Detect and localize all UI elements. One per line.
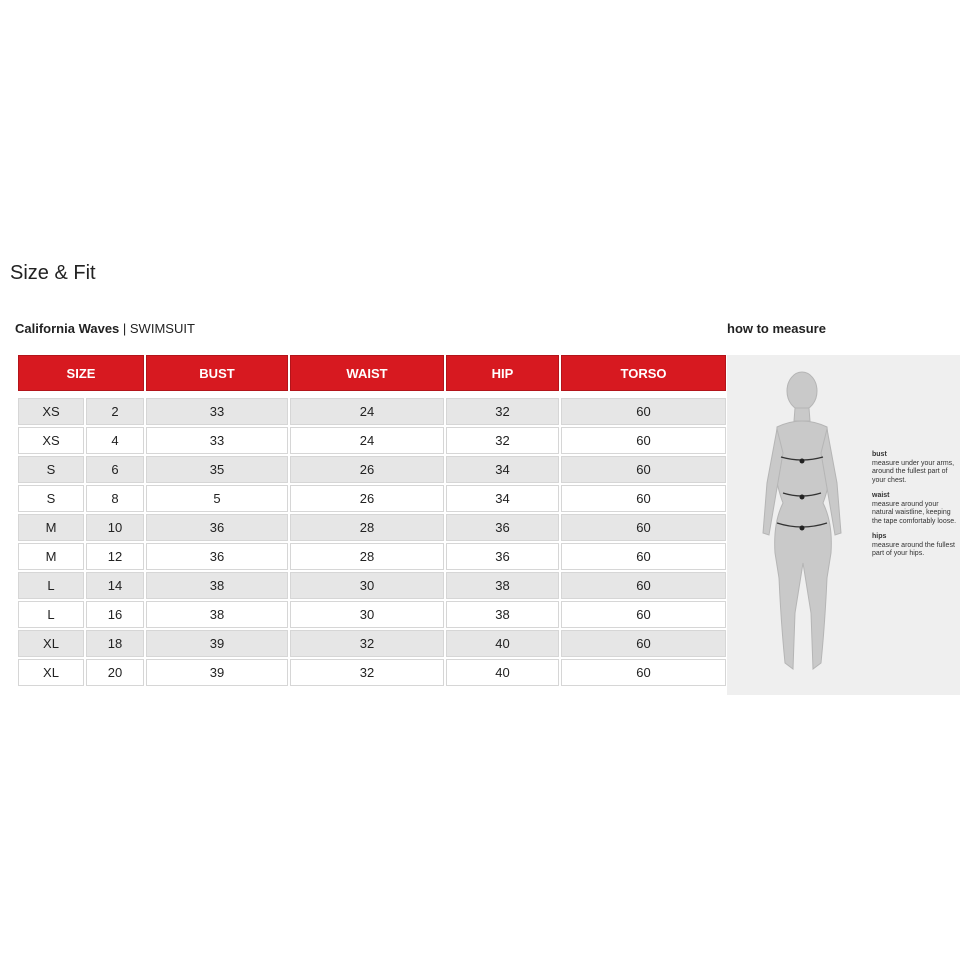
measure-note — [872, 492, 958, 526]
cell-bust: 39 — [146, 659, 288, 686]
size-chart-table — [16, 353, 728, 688]
body-measurement-figure-icon — [747, 363, 857, 693]
table-header-row — [18, 355, 726, 391]
measure-note-text: measure around your natural waistline, keeping the tape comfortably loose. — [872, 500, 957, 525]
measure-note-title: waist — [872, 492, 890, 499]
cell-bust: 5 — [146, 485, 288, 512]
cell-size: XS — [18, 427, 84, 454]
cell-bust: 38 — [146, 572, 288, 599]
cell-waist: 30 — [290, 601, 444, 628]
cell-torso: 60 — [561, 630, 726, 657]
cell-hip: 38 — [446, 601, 559, 628]
cell-num: 14 — [86, 572, 144, 599]
cell-bust: 38 — [146, 601, 288, 628]
header-size: SIZE — [18, 355, 144, 391]
table-row — [18, 630, 726, 657]
measure-note-title: hips — [872, 533, 887, 540]
cell-num: 6 — [86, 456, 144, 483]
chart-heading — [15, 321, 195, 336]
cell-size: XL — [18, 630, 84, 657]
cell-waist: 24 — [290, 398, 444, 425]
measure-note-text: measure around the fullest part of your hips. — [872, 541, 955, 557]
cell-waist: 26 — [290, 456, 444, 483]
cell-hip: 34 — [446, 456, 559, 483]
measure-notes — [872, 451, 958, 566]
cell-bust: 33 — [146, 427, 288, 454]
header-bust: BUST — [146, 355, 288, 391]
cell-torso: 60 — [561, 601, 726, 628]
measure-note — [872, 451, 958, 485]
product-category: SWIMSUIT — [129, 321, 195, 336]
cell-torso: 60 — [561, 514, 726, 541]
cell-hip: 36 — [446, 543, 559, 570]
cell-num: 4 — [86, 427, 144, 454]
cell-torso: 60 — [561, 659, 726, 686]
cell-waist: 28 — [290, 514, 444, 541]
table-row — [18, 514, 726, 541]
table-row — [18, 543, 726, 570]
cell-size: XL — [18, 659, 84, 686]
cell-torso: 60 — [561, 572, 726, 599]
table-body — [18, 393, 726, 686]
cell-num: 18 — [86, 630, 144, 657]
page-title: Size & Fit — [10, 262, 96, 284]
how-to-measure-panel — [727, 355, 960, 695]
cell-torso: 60 — [561, 456, 726, 483]
cell-torso: 60 — [561, 485, 726, 512]
cell-size: M — [18, 543, 84, 570]
cell-size: M — [18, 514, 84, 541]
cell-num: 20 — [86, 659, 144, 686]
cell-torso: 60 — [561, 427, 726, 454]
cell-bust: 35 — [146, 456, 288, 483]
cell-torso: 60 — [561, 543, 726, 570]
cell-bust: 33 — [146, 398, 288, 425]
cell-num: 16 — [86, 601, 144, 628]
cell-waist: 26 — [290, 485, 444, 512]
cell-waist: 24 — [290, 427, 444, 454]
cell-size: L — [18, 572, 84, 599]
cell-hip: 40 — [446, 630, 559, 657]
table-row — [18, 485, 726, 512]
cell-size: XS — [18, 398, 84, 425]
cell-hip: 34 — [446, 485, 559, 512]
cell-size: S — [18, 485, 84, 512]
brand-name: California Waves — [15, 321, 120, 336]
cell-waist: 32 — [290, 659, 444, 686]
cell-num: 10 — [86, 514, 144, 541]
cell-num: 12 — [86, 543, 144, 570]
table-row — [18, 456, 726, 483]
measure-note-title: bust — [872, 451, 887, 458]
cell-hip: 36 — [446, 514, 559, 541]
heading-separator: | — [119, 321, 130, 336]
table-row — [18, 601, 726, 628]
how-to-measure-heading: how to measure — [727, 321, 826, 336]
cell-bust: 36 — [146, 543, 288, 570]
cell-waist: 28 — [290, 543, 444, 570]
header-hip: HIP — [446, 355, 559, 391]
cell-num: 8 — [86, 485, 144, 512]
cell-torso: 60 — [561, 398, 726, 425]
measure-note — [872, 533, 958, 559]
measure-note-text: measure under your arms, around the fullest part of your chest. — [872, 459, 955, 484]
cell-hip: 32 — [446, 398, 559, 425]
cell-waist: 32 — [290, 630, 444, 657]
cell-num: 2 — [86, 398, 144, 425]
cell-waist: 30 — [290, 572, 444, 599]
cell-hip: 38 — [446, 572, 559, 599]
table-row — [18, 659, 726, 686]
header-waist: WAIST — [290, 355, 444, 391]
table-row — [18, 427, 726, 454]
cell-size: L — [18, 601, 84, 628]
table-row — [18, 572, 726, 599]
cell-bust: 36 — [146, 514, 288, 541]
cell-size: S — [18, 456, 84, 483]
cell-bust: 39 — [146, 630, 288, 657]
header-torso: TORSO — [561, 355, 726, 391]
cell-hip: 32 — [446, 427, 559, 454]
cell-hip: 40 — [446, 659, 559, 686]
table-row — [18, 398, 726, 425]
